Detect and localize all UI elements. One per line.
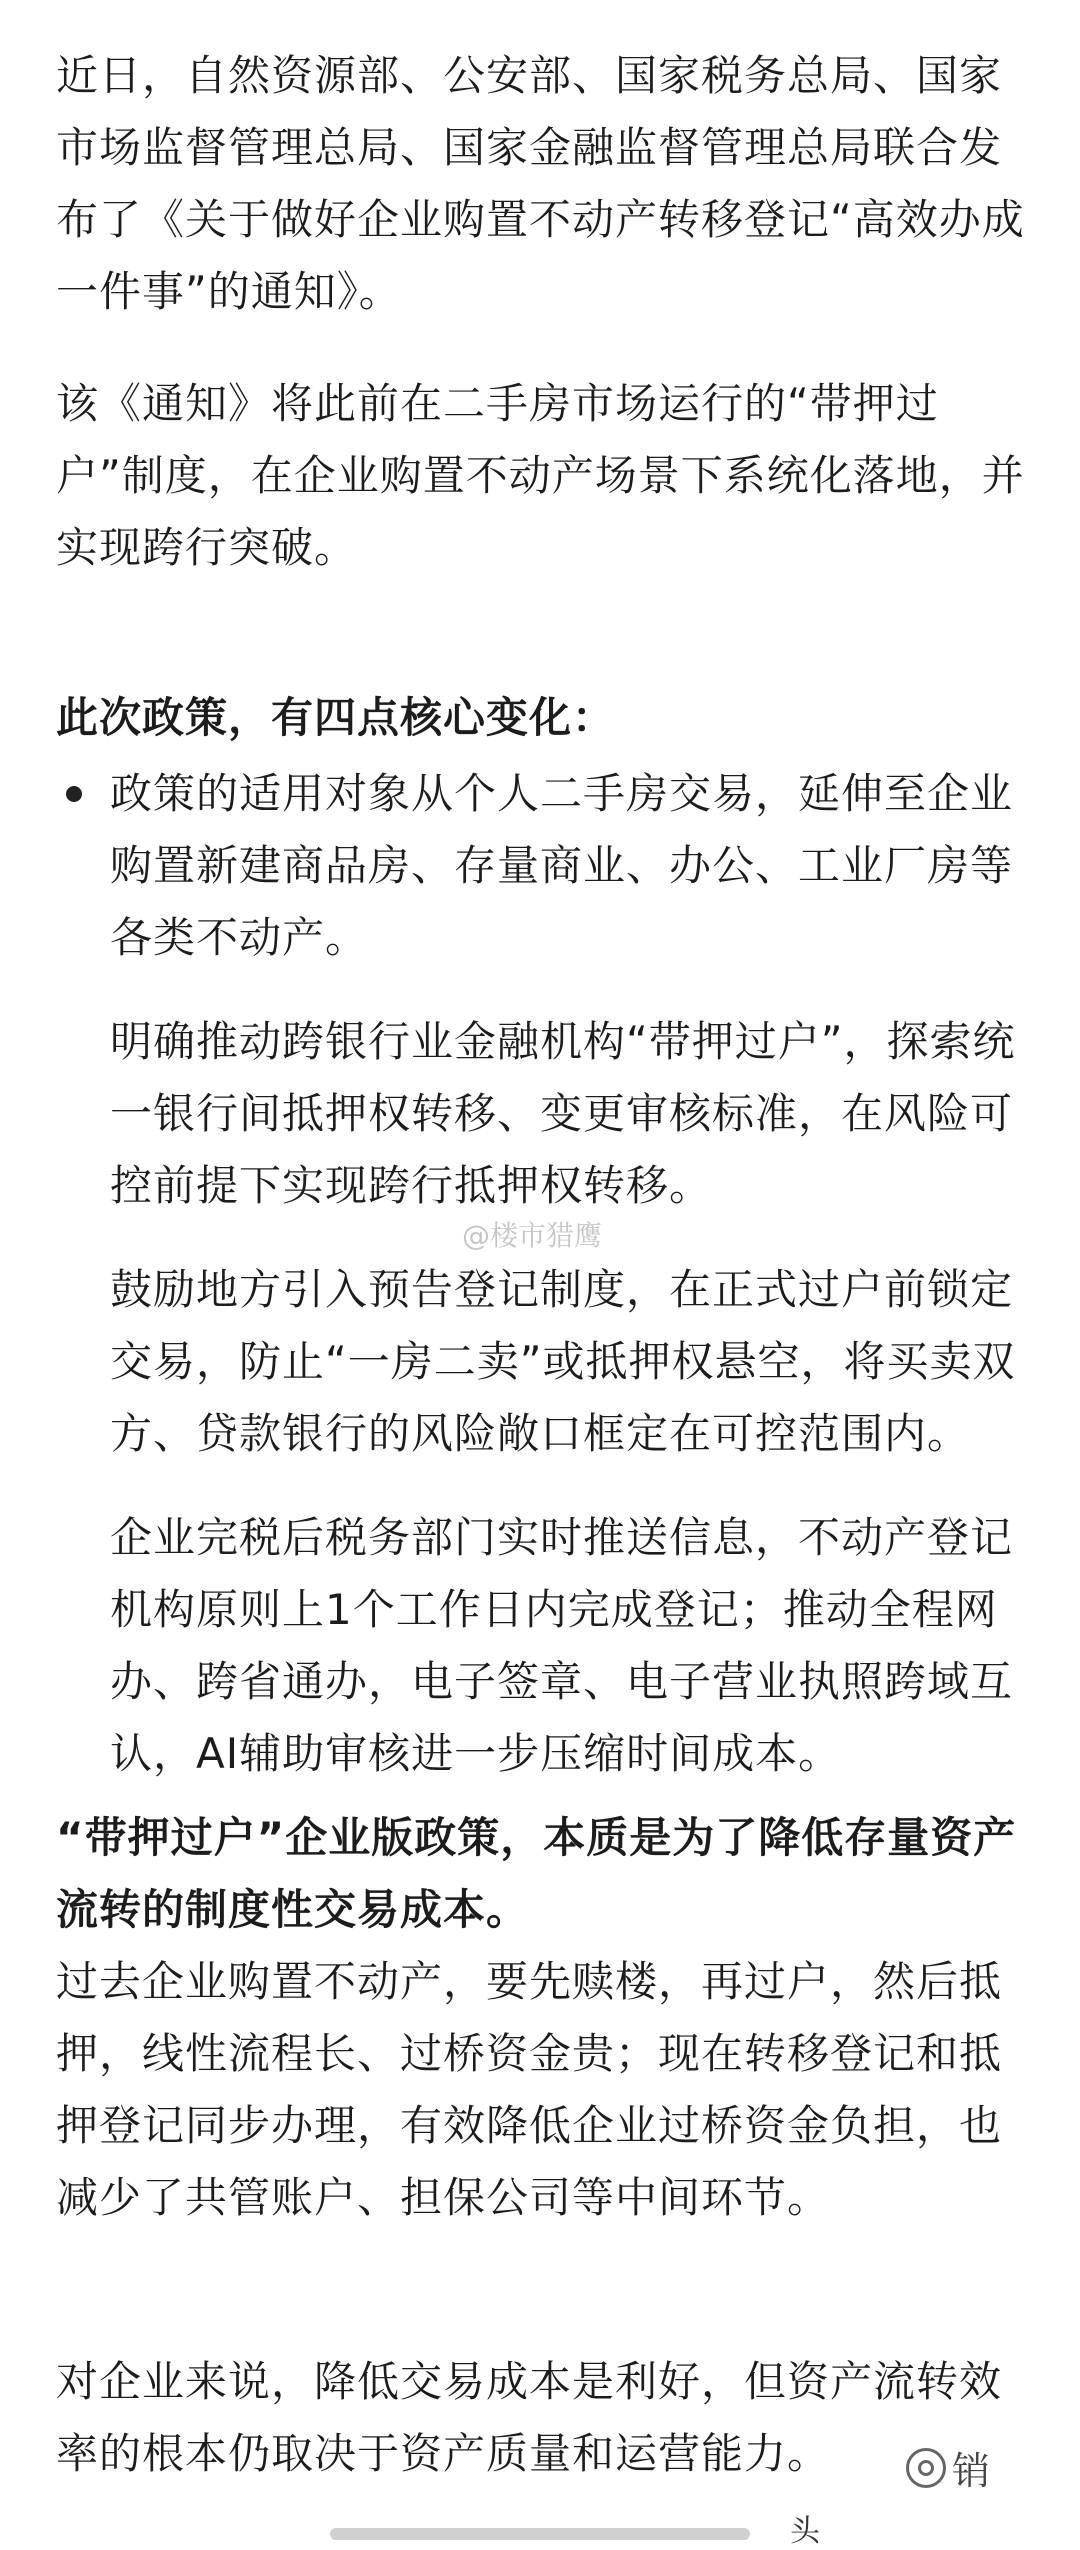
brand-label: 销 (952, 2449, 991, 2493)
bullet-item (56, 758, 1026, 974)
paragraph-notice: 该《通知》将此前在二手房市场运行的“带押过户”制度，在企业购置不动产场景下系统化落地，并实现跨行突破。 (56, 379, 1025, 572)
watermark: @楼市猎鹰 (462, 1219, 603, 1252)
article-body (56, 28, 1026, 2490)
toutiao-label: 头 (790, 2514, 820, 2549)
paragraph-past-process: 过去企业购置不动产，要先赎楼，再过户，然后抵押，线性流程长、过桥资金贵；现在转移登记和抵押登记同步办理，有效降低企业过桥资金负担，也减少了共管账户、担保公司等中间环节。 (56, 1957, 1003, 2222)
sub-paragraph-pre-registration: 鼓励地方引入预告登记制度，在正式过户前锁定交易，防止“一房二卖”或抵押权悬空，将买卖双方、贷款银行的风险敞口框定在可控范围内。 (110, 1265, 1016, 1458)
paragraph-conclusion: 对企业来说，降低交易成本是利好，但资产流转效率的根本仍取决于资产质量和运营能力。 (56, 2357, 1003, 2478)
sub-paragraph-cross-bank: 明确推动跨银行业金融机构“带押过户”，探索统一银行间抵押权转移、变更审核标准，在风险可控前提下实现跨行抵押权转移。 (110, 1017, 1016, 1210)
bullet-text: 政策的适用对象从个人二手房交易，延伸至企业购置新建商品房、存量商业、办公、工业厂房等各类不动产。 (110, 769, 1014, 962)
bullet-dot-icon (66, 786, 82, 802)
heading-core-changes: 此次政策，有四点核心变化： (56, 693, 616, 742)
home-indicator[interactable] (330, 2528, 750, 2540)
paragraph-intro: 近日，自然资源部、公安部、国家税务总局、国家市场监督管理总局、国家金融监督管理总局联合发布了《关于做好企业购置不动产转移登记“高效办成一件事”的通知》。 (56, 51, 1025, 316)
brand-logo-icon (906, 2448, 946, 2488)
heading-essence: “带押过户”企业版政策，本质是为了降低存量资产流转的制度性交易成本。 (56, 1813, 1017, 1934)
brand-badge[interactable] (906, 2440, 990, 2495)
sub-paragraph-efficiency: 企业完税后税务部门实时推送信息，不动产登记机构原则上1个工作日内完成登记；推动全程网办、跨省通办，电子签章、电子营业执照跨域互认，AI辅助审核进一步压缩时间成本。 (110, 1513, 1014, 1778)
